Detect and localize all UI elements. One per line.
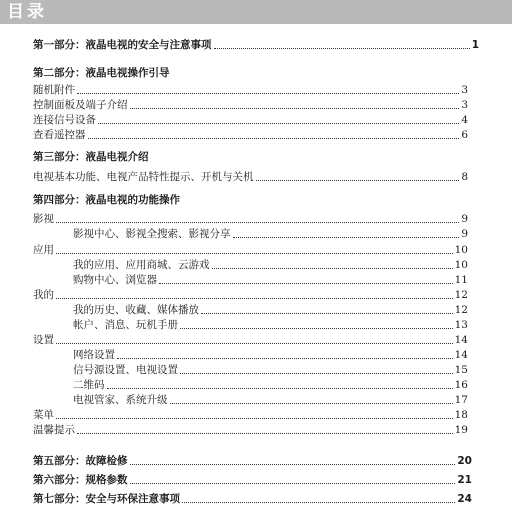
- toc-part-4-label: 第四部分：液晶电视的功能操作: [33, 194, 180, 206]
- toc-subitem-page: 17: [454, 394, 468, 406]
- toc-leader: [214, 48, 470, 49]
- toc-subitem-label: 帐户、消息、玩机手册: [73, 319, 178, 331]
- toc-subitem[interactable]: [0, 346, 512, 362]
- toc-item-page: 6: [461, 129, 468, 141]
- toc-leader: [180, 373, 453, 374]
- toc-part-4[interactable]: [0, 191, 512, 207]
- toc-item-label: 菜单: [33, 409, 54, 421]
- toc-subitem-label: 二维码: [73, 379, 105, 391]
- toc-part-6-label: 第六部分：规格参数: [33, 474, 128, 486]
- toc-subitem-page: 11: [454, 274, 468, 286]
- toc-leader: [77, 433, 453, 434]
- toc-leader: [159, 283, 453, 284]
- toc-item-page: 8: [461, 171, 468, 183]
- toc-subitem-page: 14: [454, 349, 468, 361]
- toc-part-1[interactable]: [0, 36, 512, 52]
- toc-item[interactable]: [0, 111, 512, 127]
- toc-subitem[interactable]: [0, 256, 512, 272]
- toc-subitem-label: 购物中心、浏览器: [73, 274, 157, 286]
- toc-leader: [56, 222, 459, 223]
- toc-part-3[interactable]: [0, 148, 512, 164]
- toc-leader: [107, 388, 453, 389]
- toc-item[interactable]: [0, 81, 512, 97]
- toc-item[interactable]: [0, 168, 512, 184]
- toc-part-6[interactable]: [0, 471, 512, 487]
- toc-subitem[interactable]: [0, 361, 512, 377]
- toc-leader: [256, 180, 460, 181]
- toc-item-page: 9: [461, 213, 468, 225]
- toc-item-label: 温馨提示: [33, 424, 75, 436]
- toc-leader: [170, 403, 453, 404]
- toc-leader: [180, 328, 453, 329]
- toc-item[interactable]: [0, 210, 512, 226]
- toc-leader: [56, 253, 453, 254]
- toc-part-6-page: 21: [457, 474, 472, 486]
- toc-item-page: 14: [454, 334, 468, 346]
- toc-part-5[interactable]: [0, 452, 512, 468]
- toc-item-label: 控制面板及端子介绍: [33, 99, 128, 111]
- toc-subitem-label: 影视中心、影视全搜索、影视分享: [73, 228, 231, 240]
- toc-part-5-page: 20: [457, 455, 472, 467]
- toc-item-page: 3: [461, 99, 468, 111]
- toc-part-7-page: 24: [457, 493, 472, 505]
- toc-item-page: 3: [461, 84, 468, 96]
- toc-subitem-label: 电视管家、系统升级: [73, 394, 168, 406]
- toc-item-label: 应用: [33, 244, 54, 256]
- toc-item[interactable]: [0, 126, 512, 142]
- toc-subitem[interactable]: [0, 376, 512, 392]
- toc-subitem[interactable]: [0, 225, 512, 241]
- toc-leader: [56, 298, 453, 299]
- toc-subitem[interactable]: [0, 271, 512, 287]
- toc-part-7-label: 第七部分：安全与环保注意事项: [33, 493, 180, 505]
- toc-part-7[interactable]: [0, 490, 512, 506]
- toc-item-label: 随机附件: [33, 84, 75, 96]
- toc-subitem-label: 我的历史、收藏、媒体播放: [73, 304, 199, 316]
- toc-leader: [130, 108, 460, 109]
- toc-leader: [212, 268, 453, 269]
- toc-subitem-page: 15: [454, 364, 468, 376]
- toc-item-page: 10: [454, 244, 468, 256]
- toc-leader: [56, 343, 453, 344]
- toc-item-label: 影视: [33, 213, 54, 225]
- toc-leader: [88, 138, 460, 139]
- toc-leader: [117, 358, 453, 359]
- toc-item[interactable]: [0, 286, 512, 302]
- toc-item-label: 我的: [33, 289, 54, 301]
- toc-part-1-label: 第一部分：液晶电视的安全与注意事项: [33, 39, 212, 51]
- toc-leader: [130, 464, 456, 465]
- toc-part-2[interactable]: [0, 64, 512, 80]
- toc-leader: [182, 502, 455, 503]
- toc-subitem-page: 10: [454, 259, 468, 271]
- toc-leader: [77, 93, 459, 94]
- toc-item-label: 电视基本功能、电视产品特性提示、开机与关机: [33, 171, 254, 183]
- toc-subitem-page: 12: [454, 304, 468, 316]
- toc-leader: [130, 483, 456, 484]
- toc-item-page: 12: [454, 289, 468, 301]
- toc-item[interactable]: [0, 241, 512, 257]
- toc-leader: [201, 313, 453, 314]
- toc-item-page: 4: [461, 114, 468, 126]
- toc-item-label: 连接信号设备: [33, 114, 96, 126]
- toc-item-label: 查看遥控器: [33, 129, 86, 141]
- toc-subitem[interactable]: [0, 301, 512, 317]
- toc-item[interactable]: [0, 331, 512, 347]
- toc-subitem-page: 9: [461, 228, 468, 240]
- toc-item-page: 18: [454, 409, 468, 421]
- toc-part-3-label: 第三部分：液晶电视介绍: [33, 151, 149, 163]
- toc-item-label: 设置: [33, 334, 54, 346]
- toc-subitem-page: 13: [454, 319, 468, 331]
- toc-item[interactable]: [0, 96, 512, 112]
- toc-leader: [56, 418, 453, 419]
- toc-subitem-page: 16: [454, 379, 468, 391]
- toc-part-2-label: 第二部分：液晶电视操作引导: [33, 67, 170, 79]
- toc-subitem[interactable]: [0, 391, 512, 407]
- toc-item[interactable]: [0, 406, 512, 422]
- toc-part-1-page: 1: [471, 39, 479, 51]
- toc-leader: [233, 237, 460, 238]
- toc-leader: [98, 123, 459, 124]
- toc-subitem-label: 我的应用、应用商城、云游戏: [73, 259, 210, 271]
- toc-item-page: 19: [454, 424, 468, 436]
- toc-subitem-label: 信号源设置、电视设置: [73, 364, 178, 376]
- page-title: 目录: [7, 2, 47, 22]
- toc-part-5-label: 第五部分：故障检修: [33, 455, 128, 467]
- toc-item[interactable]: [0, 421, 512, 437]
- toc-subitem[interactable]: [0, 316, 512, 332]
- toc-subitem-label: 网络设置: [73, 349, 115, 361]
